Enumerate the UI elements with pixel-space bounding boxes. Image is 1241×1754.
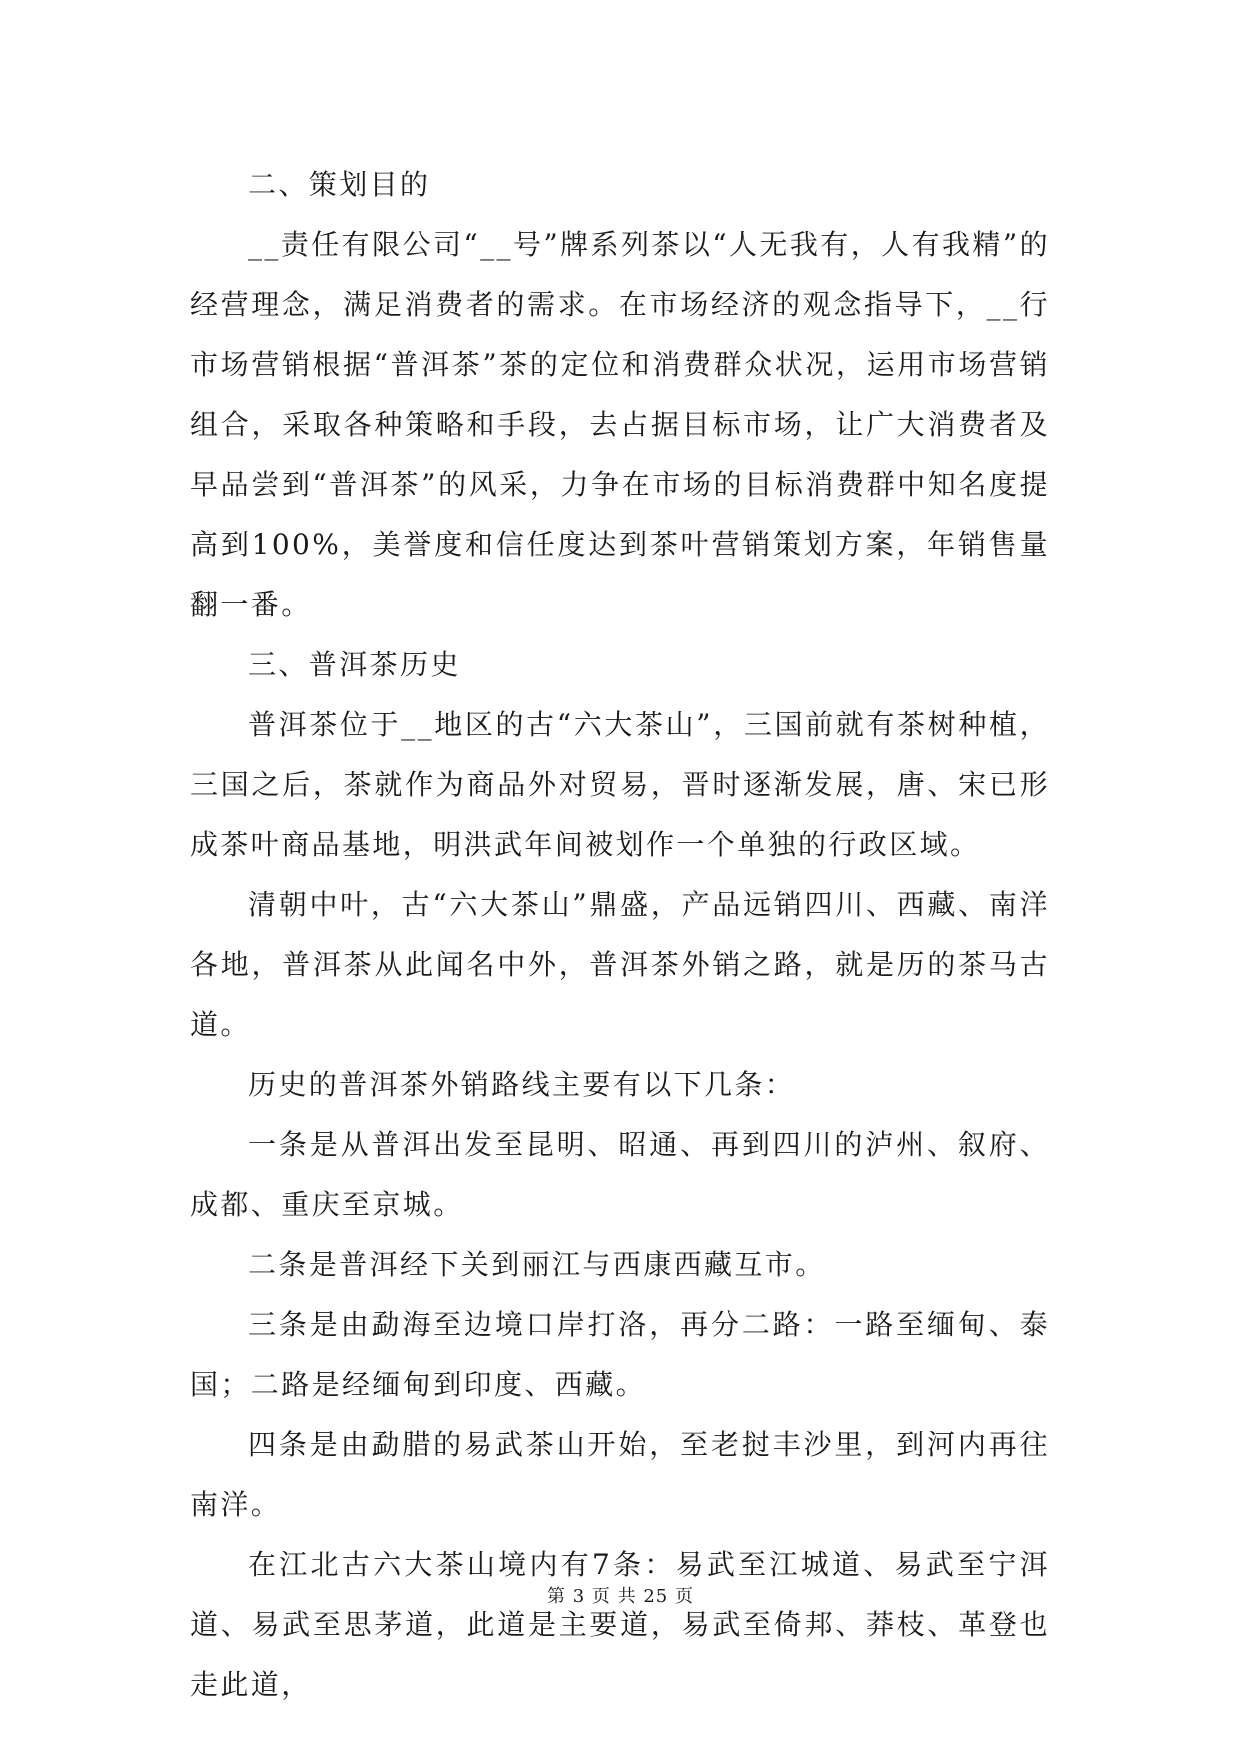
paragraph-route-one: 一条是从普洱出发至昆明、昭通、再到四川的泸州、叙府、成都、重庆至京城。 xyxy=(190,1128,1050,1221)
paragraph-history-qing: 清朝中叶，古“六大茶山”鼎盛，产品远销四川、西藏、南洋各地，普洱茶从此闻名中外，普洱茶外销之路，就是历的茶马古道。 xyxy=(190,888,1050,1041)
paragraph-purpose: __责任有限公司“__号”牌系列茶以“人无我有，人有我精”的经营理念，满足消费者的需求。在市场经济的观念指导下，__行市场营销根据“普洱茶”茶的定位和消费群众状况，运用市场营销组合，采取各种策略和手段，去占据目标市场，让广大消费者及早品尝到“普洱茶”的风采，力争在市场的目标消费群中知名度提高到100%，美誉度和信任度达到茶叶营销策划方案，年销售量翻一番。 xyxy=(190,228,1050,621)
page-number-footer: 第 3 页 共 25 页 xyxy=(547,1586,694,1607)
section-heading-history: 三、普洱茶历史 xyxy=(248,648,461,681)
paragraph-routes-intro: 历史的普洱茶外销路线主要有以下几条： xyxy=(248,1068,796,1101)
paragraph-route-two: 二条是普洱经下关到丽江与西康西藏互市。 xyxy=(248,1248,826,1281)
section-heading-purpose: 二、策划目的 xyxy=(248,168,431,201)
paragraph-jiangbei-routes: 在江北古六大茶山境内有7条：易武至江城道、易武至宁洱道、易武至思茅道，此道是主要道，易武至倚邦、莽枝、革登也走此道， xyxy=(190,1548,1050,1701)
document-body xyxy=(190,155,1050,1715)
paragraph-route-four: 四条是由勐腊的易武茶山开始，至老挝丰沙里，到河内再往南洋。 xyxy=(190,1428,1050,1521)
paragraph-route-three: 三条是由勐海至边境口岸打洛，再分二路：一路至缅甸、泰国；二路是经缅甸到印度、西藏。 xyxy=(190,1308,1050,1401)
paragraph-history-origin: 普洱茶位于__地区的古“六大茶山”，三国前就有茶树种植，三国之后，茶就作为商品外对贸易，晋时逐渐发展，唐、宋已形成茶叶商品基地，明洪武年间被划作一个单独的行政区域。 xyxy=(190,708,1050,861)
